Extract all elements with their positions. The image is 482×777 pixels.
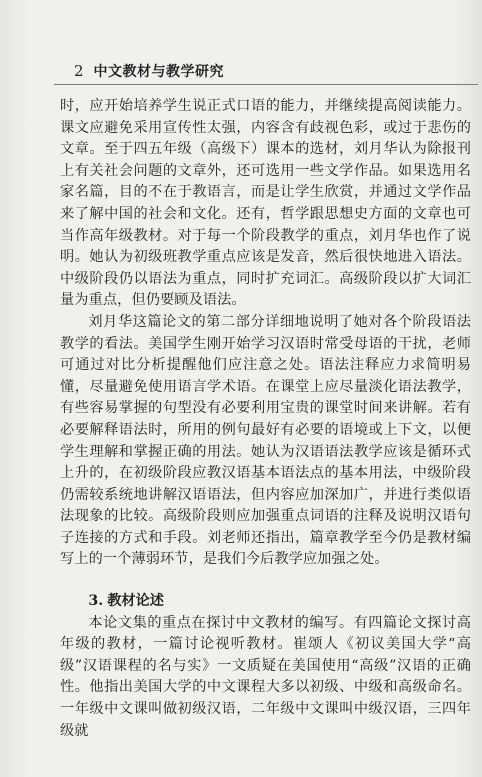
body-paragraph-2: 刘月华这篇论文的第二部分详细地说明了她对各个阶段语法教学的看法。美国学生刚开始学习汉语时常受母语的干扰，老师可通过对比分析提醒他们应注意之处。语法注释应力求简明易懂，尽量避免使用语言学术语。在课堂上应尽量淡化语法教学，有些容易掌握的句型没有必要利用宝贵的课堂时间来讲解。若有必要解释语法时，所用的例句最好有必要的语境或上下文，以便学生理解和掌握正确的用法。她认为汉语语法教学应该是循环式上升的，在初级阶段应教汉语基本语法点的基本用法，中级阶段仍需较系统地讲解汉语语法，但内容应加深加广，并进行类似语法现象的比较。高级阶段则应加强重点词语的注释及说明汉语句子连接的方式和手段。刘老师还指出，篇章教学至今仍是教材编写上的一个薄弱环节，是我们今后教学应加强之处。 xyxy=(60,313,471,568)
page-body xyxy=(60,96,471,742)
body-paragraph-3: 本论文集的重点在探讨中文教材的编写。有四篇论文探讨高年级的教材，一篇讨论视听教材。崔颂人《初议美国大学“高级”汉语课程的名与实》一文质疑在美国使用“高级”汉语的正确性。他指出美国大学的中文课程大多以初级、中级和高级命名。一年级中文课叫做初级汉语，二年级中文课叫中级汉语，三四年级就 xyxy=(60,614,471,739)
section-spacing xyxy=(60,571,471,591)
header-divider xyxy=(54,84,478,85)
running-title: 中文教材与教学研究 xyxy=(93,64,225,80)
section-title: 教材论述 xyxy=(107,593,164,610)
page-number: 2 xyxy=(74,62,84,80)
section-number: 3. xyxy=(88,593,104,610)
section-heading xyxy=(60,591,471,613)
page-header xyxy=(74,60,224,82)
body-paragraph-1: 时，应开始培养学生说正式口语的能力，并继续提高阅读能力。课文应避免采用宣传性太强，内容含有歧视色彩，或过于悲伤的文章。至于四五年级（高级下）课本的选材，刘月华认为除报刊上有关社会问题的文章外，还可选用一些文学作品。如果选用名家名篇，目的不在于教语言，而是让学生欣赏，并通过文学作品来了解中国的社会和文化。还有，哲学跟思想史方面的文章也可当作高年级教材。对于每一个阶段教学的重点，刘月华也作了说明。她认为初级班教学重点应该是发音，然后很快地进入语法。中级阶段仍以语法为重点，同时扩充词汇。高级阶段以扩大词汇量为重点，但仍要顾及语法。 xyxy=(60,98,471,309)
